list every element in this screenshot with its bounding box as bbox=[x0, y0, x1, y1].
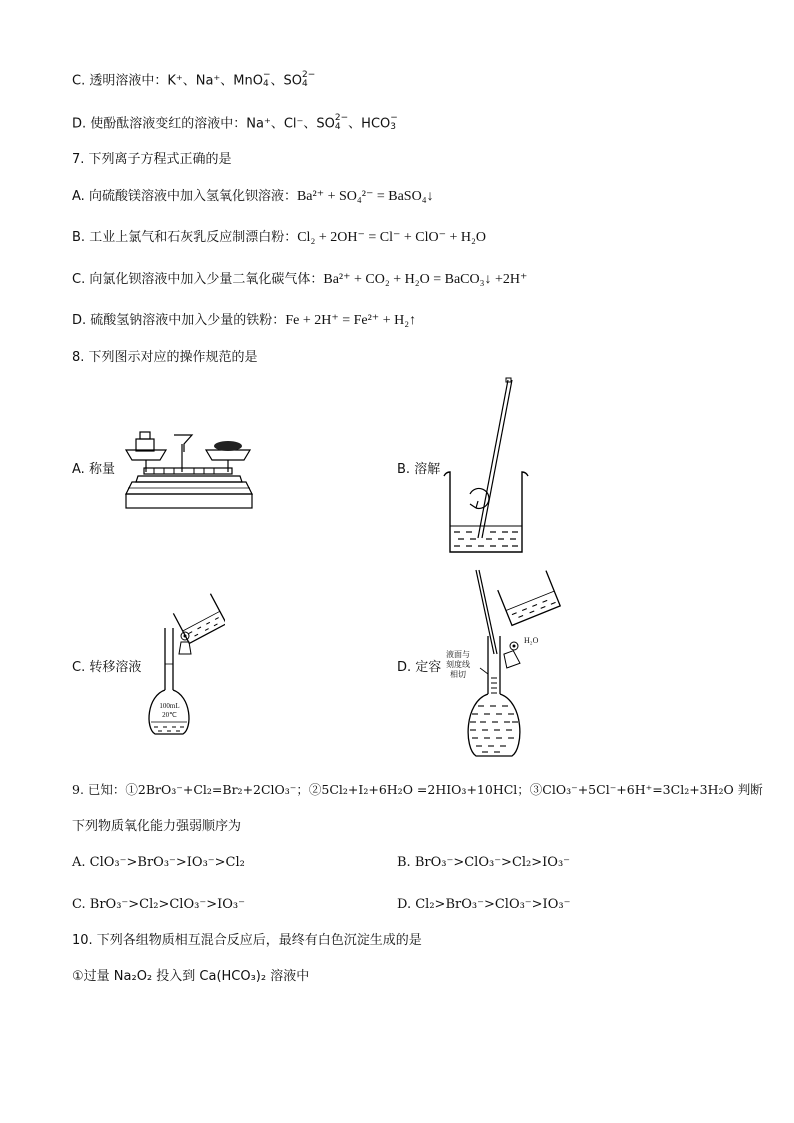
ion-script bbox=[302, 71, 315, 89]
q7-option-b bbox=[72, 229, 486, 247]
option-text: 透明溶液中：K⁺、Na⁺、MnO bbox=[89, 73, 263, 89]
q6-option-c bbox=[72, 72, 315, 91]
option-text: 工业上氯气和石灰乳反应制漂白粉： bbox=[89, 230, 298, 245]
option-text: BrO₃⁻>ClO₃⁻>Cl₂>IO₃⁻ bbox=[414, 855, 571, 870]
volumetric-flask bbox=[468, 694, 520, 756]
option-text: ClO₃⁻>BrO₃⁻>IO₃⁻>Cl₂ bbox=[89, 855, 245, 870]
q9-option-c bbox=[72, 896, 245, 914]
flask-volume: 100mL bbox=[159, 702, 180, 710]
q9-option-b bbox=[397, 854, 570, 872]
water-label: H₂O bbox=[524, 636, 539, 645]
stopper-icon bbox=[179, 642, 191, 654]
option-label: B. bbox=[397, 462, 411, 477]
option-text: Cl₂>BrO₃⁻>ClO₃⁻>IO₃⁻ bbox=[415, 897, 571, 912]
annotation-line: 相切 bbox=[450, 670, 466, 679]
funnel-icon bbox=[174, 435, 192, 452]
liquid-dashes bbox=[470, 706, 518, 752]
option-text: 向硫酸镁溶液中加入氢氧化钡溶液： bbox=[88, 189, 297, 204]
q8-option-b-label bbox=[397, 458, 440, 477]
q9-stem-line2: 下列物质氧化能力强弱顺序为 bbox=[72, 819, 242, 834]
q8-option-a-label bbox=[72, 458, 115, 477]
option-label: A. bbox=[72, 189, 85, 204]
fixing-volume-figure bbox=[466, 566, 566, 760]
option-text: 转移溶液 bbox=[89, 660, 142, 675]
option-label: A. bbox=[72, 462, 85, 477]
annotation-line: 液面与 bbox=[446, 650, 470, 659]
q9-option-a bbox=[72, 854, 245, 872]
option-label: D. bbox=[72, 313, 87, 328]
equation: Fe + 2H⁺ = Fe²⁺ + H₂↑ bbox=[285, 313, 417, 328]
ion-script bbox=[390, 114, 398, 132]
option-label: C. bbox=[72, 272, 86, 287]
option-text: 使酚酞溶液变红的溶液中：Na⁺、Cl⁻、SO bbox=[90, 116, 335, 132]
beam-scale bbox=[144, 468, 232, 474]
option-text: 称量 bbox=[88, 462, 115, 477]
option-label: C. bbox=[72, 897, 86, 912]
annotation-line: 刻度线 bbox=[446, 660, 470, 669]
q9-stem-line1: 9. 已知：①2BrO₃⁻+Cl₂=Br₂+2ClO₃⁻；②5Cl₂+I₂+6H₂O =2HIO₃+10HCl；③ClO₃⁻+5Cl⁻+6H⁺=3Cl₂+3H₂O 判断 bbox=[72, 782, 763, 797]
pointer-line bbox=[480, 668, 488, 674]
q8-option-c-label bbox=[72, 656, 141, 675]
beaker bbox=[444, 472, 528, 552]
option-label: B. bbox=[72, 230, 86, 245]
option-label: B. bbox=[397, 855, 411, 870]
glass-rod bbox=[476, 570, 494, 654]
balance-base-top bbox=[136, 476, 242, 482]
ion-script bbox=[335, 114, 348, 132]
sup: 2− bbox=[302, 70, 316, 80]
sup: − bbox=[390, 113, 398, 123]
ion-script bbox=[263, 71, 271, 89]
pouring-beaker bbox=[498, 571, 560, 626]
balance-figure bbox=[124, 420, 254, 512]
option-text: 定容 bbox=[415, 660, 442, 675]
option-label: C. bbox=[72, 73, 86, 89]
liquid-dashes bbox=[454, 532, 518, 546]
equation: Cl₂ + 2OH⁻ = Cl⁻ + ClO⁻ + H₂O bbox=[297, 230, 486, 245]
weight-top bbox=[140, 432, 150, 439]
glass-rod bbox=[478, 380, 508, 538]
option-label: D. bbox=[397, 897, 412, 912]
beaker-figure bbox=[440, 376, 530, 558]
option-text-sep: 、SO bbox=[270, 73, 303, 89]
q8-stem: 8. 下列图示对应的操作规范的是 bbox=[72, 350, 258, 365]
flask-temperature: 20℃ bbox=[162, 711, 177, 719]
stopper-icon bbox=[502, 650, 520, 668]
sub: 4 bbox=[302, 79, 308, 89]
q7-option-d bbox=[72, 312, 416, 330]
option-text: 溶解 bbox=[414, 462, 441, 477]
option-label: A. bbox=[72, 855, 86, 870]
option-label: C. bbox=[72, 660, 86, 675]
option-text: 向氯化钡溶液中加入少量二氧化碳气体： bbox=[89, 272, 324, 287]
sub: 4 bbox=[334, 122, 341, 132]
flask-labels bbox=[147, 702, 192, 720]
option-text: 硫酸氢钠溶液中加入少量的铁粉： bbox=[90, 313, 286, 328]
sup: 2− bbox=[334, 113, 349, 123]
sub: 4 bbox=[263, 79, 269, 89]
q10-stem: 10. 下列各组物质相互混合反应后，最终有白色沉淀生成的是 bbox=[72, 933, 422, 948]
weight-icon bbox=[136, 439, 154, 451]
option-label: D. bbox=[72, 116, 87, 132]
right-pan bbox=[206, 450, 250, 460]
equation: Ba²⁺ + SO₄²⁻ = BaSO₄↓ bbox=[296, 189, 434, 204]
option-label: D. bbox=[397, 660, 412, 675]
option-text: BrO₃⁻>Cl₂>ClO₃⁻>IO₃⁻ bbox=[89, 897, 245, 912]
q10-item-1: ①过量 Na₂O₂ 投入到 Ca(HCO₃)₂ 溶液中 bbox=[72, 969, 310, 984]
sub: 3 bbox=[390, 122, 396, 132]
equation: Ba²⁺ + CO₂ + H₂O = BaCO₃↓ +2H⁺ bbox=[323, 272, 528, 287]
q6-option-d bbox=[72, 115, 398, 134]
q8-option-d-label bbox=[397, 656, 441, 675]
q7-stem: 7. 下列离子方程式正确的是 bbox=[72, 152, 232, 167]
sup: − bbox=[263, 70, 271, 80]
q7-option-c bbox=[72, 271, 527, 289]
substance-pile bbox=[214, 441, 242, 451]
q9-option-d bbox=[397, 896, 570, 914]
q7-option-a bbox=[72, 188, 434, 206]
option-text-sep: 、HCO bbox=[348, 116, 391, 132]
